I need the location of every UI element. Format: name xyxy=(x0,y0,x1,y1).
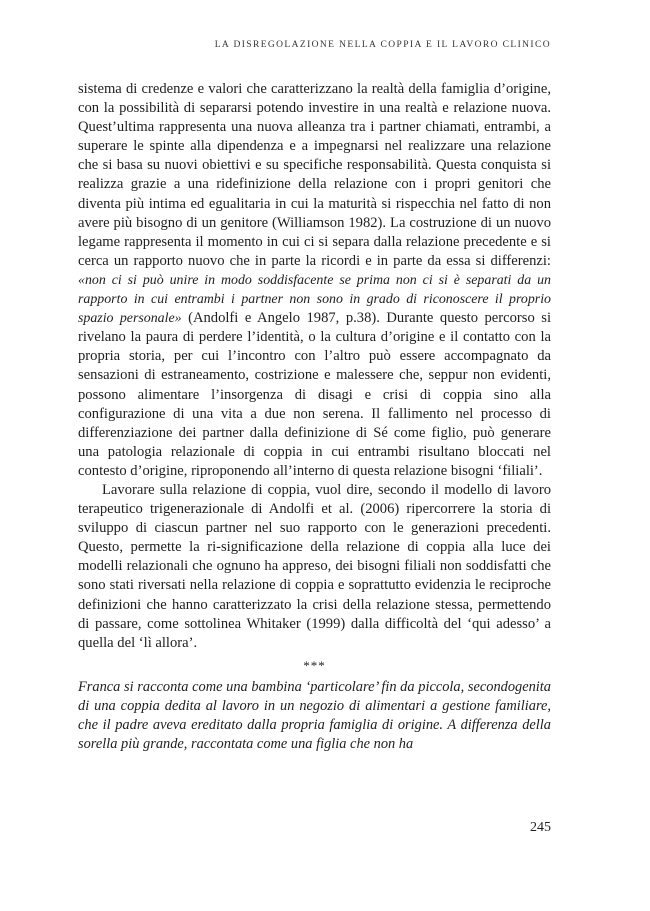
body-text xyxy=(78,80,551,754)
case-vignette: Franca si racconta come una bambina ‘particolare’ fin da piccola, secondogenita di una coppia dedita al lavoro in un negozio di alimentari a gestione familiare, che il padre aveva ereditato dalla propria famiglia di origine. A differenza della sorella più grande, raccontata come una figlia che non ha xyxy=(78,678,551,752)
inline-quote: «non ci si può unire in modo soddisfacente se prima non ci si è separati da un rapporto in cui entrambi i partner non sono in grado di riconoscere il proprio spazio personale» xyxy=(78,272,551,327)
running-head: LA DISREGOLAZIONE NELLA COPPIA E IL LAVORO CLINICO xyxy=(214,40,551,50)
paragraph-1 xyxy=(78,80,551,481)
paragraph-1-continuation: (Andolfi e Angelo 1987, p.38). Durante questo percorso si rivelano la paura di perdere l’identità, o la cultura d’origine e il contatto con la propria storia, per cui l’incontro con l’altro può essere accompagnato da sensazioni di estraneamento, costrizione e malessere che, seppur non evidenti, possono alimentare l’insorgenza di disagi e crisi di coppia sino alla configurazione di una vita a due non serena. Il fallimento nel processo di differenziazione dei partner dalla definizione di Sé come figlio, può generare una patologia relazionale di coppia in cui entrambi risultano bloccati nel contesto d’origine, riproponendo all’interno di questa relazione bisogni ‘filiali’. xyxy=(78,310,551,479)
page-number: 245 xyxy=(530,820,551,835)
section-separator: *** xyxy=(303,657,326,673)
paragraph-2: Lavorare sulla relazione di coppia, vuol dire, secondo il modello di lavoro terapeutico trigenerazionale di Andolfi et al. (2006) ripercorrere la storia di sviluppo di ciascun partner nel suo rapporto con le generazioni precedenti. Questo, permette la ri-significazione della relazione di coppia alla luce dei modelli relazionali che ognuno ha appreso, dei bisogni filiali non soddisfatti che sono stati riversati nella relazione di coppia e soprattutto evidenzia le reciproche definizioni che hanno caratterizzato la crisi della relazione stessa, permettendo di passare, come sottolinea Whitaker (1999) dalla difficoltà del ‘qui adesso’ a quella del ‘lì allora’. xyxy=(78,481,551,651)
paragraph-1-text: sistema di credenze e valori che caratterizzano la realtà della famiglia d’origine, con la possibilità di separarsi potendo investire in una realtà e relazione nuova. Quest’ultima rappresenta una nuova alleanza tra i partner chiamati, entrambi, a superare le spinte alla dipendenza e a impegnarsi nel realizzare una relazione che si basa su nuovi obiettivi e su specifiche responsabilità. Questa conquista si realizza grazie a una ridefinizione della relazione con i propri genitori che diventa più intima ed egualitaria in cui la maturità si rispecchia nel fatto di non avere più bisogno di un genitore (Williamson 1982). La costruzione di un nuovo legame rappresenta il momento in cui ci si separa dalla relazione precedente e si cerca un rapporto nuovo che in parte la ricordi e in parte da essa si differenzi: xyxy=(78,81,551,269)
